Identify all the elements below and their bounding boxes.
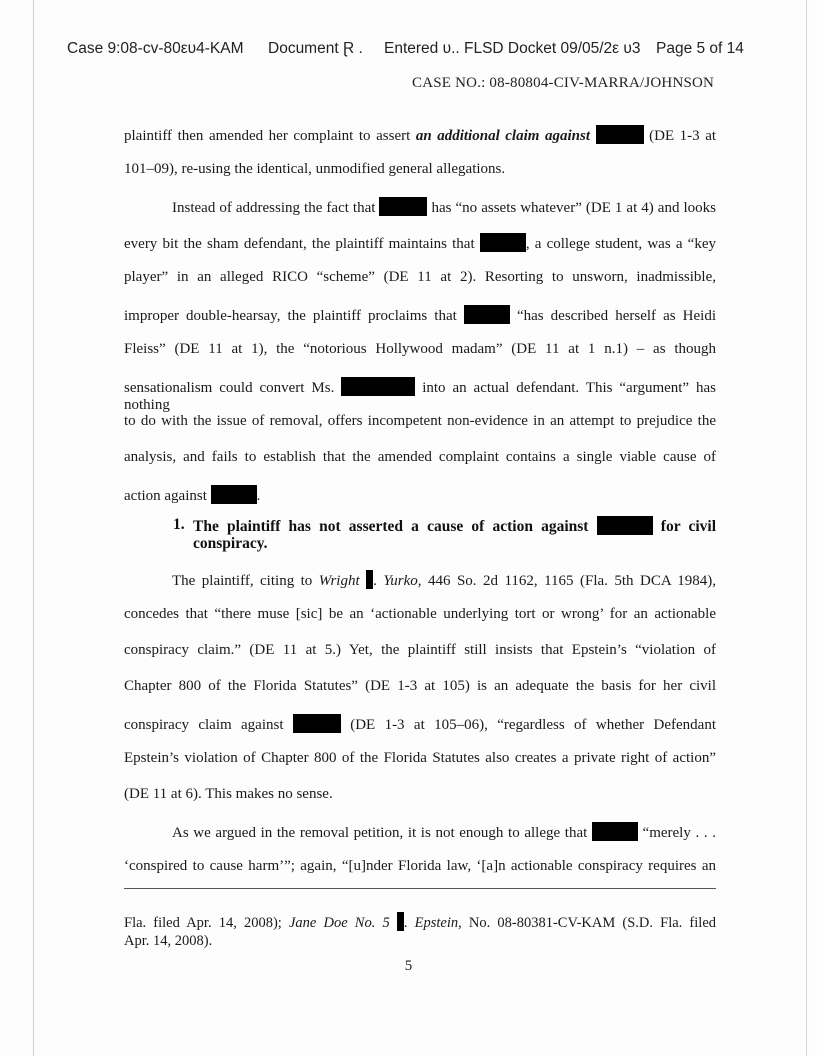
- footnote-rule: [124, 888, 716, 889]
- text-line: Chapter 800 of the Florida Statutes” (DE 1-3 at 105) is an adequate the basis for her civil: [124, 678, 716, 694]
- redaction: [379, 197, 427, 216]
- text-line: ‘conspired to cause harm’”; again, “[u]nder Florida law, ‘[a]n actionable conspiracy requires an: [124, 858, 716, 874]
- text-line: analysis, and fails to establish that the amended complaint contains a single viable cause of: [124, 449, 716, 465]
- scan-left-edge: [33, 0, 34, 1056]
- text-line: every bit the sham defendant, the plaintiff maintains that , a college student, was a “key: [124, 233, 716, 253]
- text-line: Fleiss” (DE 11 at 1), the “notorious Hollywood madam” (DE 11 at 1 n.1) – as though: [124, 341, 716, 357]
- text-line: player” in an alleged RICO “scheme” (DE 11 at 2). Resorting to unsworn, inadmissible,: [124, 269, 716, 285]
- case-number: CASE NO.: 08-80804-CIV-MARRA/JOHNSON: [412, 75, 715, 91]
- text-line: sensationalism could convert Ms. into an actual defendant. This “argument” has nothing: [124, 377, 716, 414]
- redaction: [366, 570, 373, 589]
- heading-line: The plaintiff has not asserted a cause of action against for civil: [193, 518, 716, 535]
- text-line: As we argued in the removal petition, it is not enough to allege that “merely . . .: [172, 822, 716, 842]
- text-line: Instead of addressing the fact that has “no assets whatever” (DE 1 at 4) and looks: [172, 197, 716, 217]
- page-number: 5: [404, 958, 413, 974]
- text-line: conspiracy claim against (DE 1-3 at 105–06), “regardless of whether Defendant: [124, 714, 716, 734]
- text-line: (DE 11 at 6). This makes no sense.: [124, 786, 333, 802]
- heading-line: conspiracy.: [193, 535, 268, 552]
- footnote: [124, 912, 716, 950]
- heading-number: 1.: [173, 516, 185, 533]
- text-line: The plaintiff, citing to Wright . Yurko, 446 So. 2d 1162, 1165 (Fla. 5th DCA 1984),: [172, 570, 716, 590]
- scan-right-edge: [806, 0, 807, 1056]
- redaction: [397, 912, 404, 931]
- redaction: [592, 822, 638, 841]
- text-line: conspiracy claim.” (DE 11 at 5.) Yet, the plaintiff still insists that Epstein’s “violation of: [124, 642, 716, 658]
- redaction: [211, 485, 257, 504]
- text-line: to do with the issue of removal, offers incompetent non-evidence in an attempt to prejudice the: [124, 413, 716, 429]
- header-case: Case 9:08-cv-80ευ4-KAM: [67, 40, 244, 57]
- redaction: [480, 233, 526, 252]
- redaction: [464, 305, 510, 324]
- header-entered: Entered υ.. FLSD Docket 09/05/2ε υ3: [384, 40, 641, 57]
- footnote-line: Apr. 14, 2008).: [124, 933, 213, 949]
- text-line: action against .: [124, 485, 260, 505]
- redaction: [597, 516, 653, 535]
- redaction: [596, 125, 644, 144]
- text-line: improper double-hearsay, the plaintiff proclaims that “has described herself as Heidi: [124, 305, 716, 325]
- text-line: Epstein’s violation of Chapter 800 of the Florida Statutes also creates a private right of action”: [124, 750, 716, 766]
- header-document: Document Ɽ .: [268, 40, 363, 57]
- redaction: [293, 714, 341, 733]
- footnote-line: Fla. filed Apr. 14, 2008); Jane Doe No. 5 . Epstein, No. 08-80381-CV-KAM (S.D. Fla. filed: [124, 912, 716, 932]
- header-page: Page 5 of 14: [656, 40, 744, 57]
- text-line: plaintiff then amended her complaint to assert an additional claim against (DE 1-3 at: [124, 125, 716, 145]
- redaction: [341, 377, 415, 396]
- text-line: concedes that “there muse [sic] be an ‘actionable underlying tort or wrong’ for an actionable: [124, 606, 716, 622]
- text-line: 101–09), re-using the identical, unmodified general allegations.: [124, 161, 506, 177]
